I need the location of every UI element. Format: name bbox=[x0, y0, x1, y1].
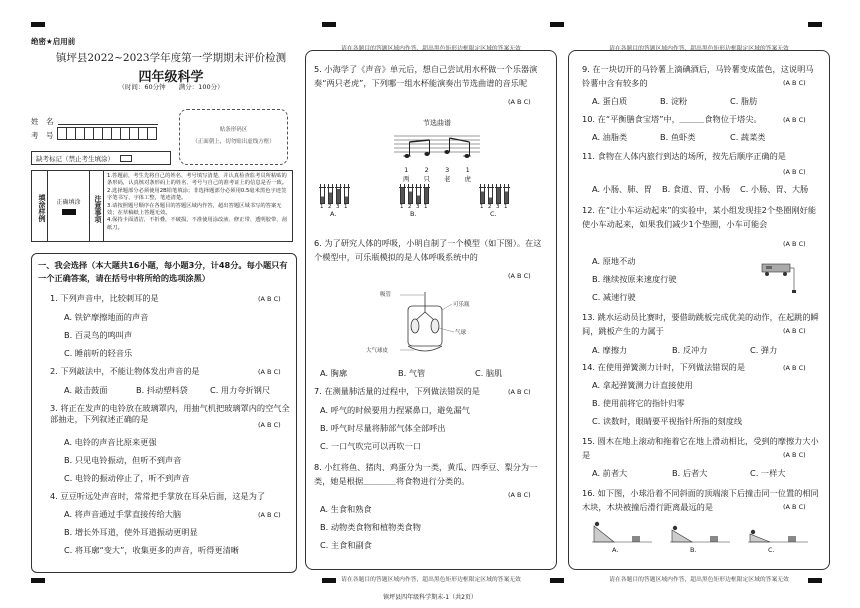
question-5: 5. 小海学了《声音》单元后，想自己尝试用水杯做一个乐器演奏“两只老虎”，下列哪一组水杯能演奏出节选曲谱的音乐呢 bbox=[314, 64, 538, 88]
option: C. 弹力 bbox=[750, 345, 778, 355]
water-glass-icon bbox=[320, 184, 325, 204]
glass-set-c: 1 2 3 1 C. bbox=[480, 184, 509, 218]
exam-meta: （时间：60分钟 满分：100分） bbox=[118, 83, 224, 91]
option: B. 百灵鸟的鸣叫声 bbox=[64, 330, 133, 340]
option: C. 脂肪 bbox=[730, 96, 758, 106]
correct-fill-example bbox=[48, 171, 90, 241]
ramp-figure-c bbox=[748, 520, 808, 554]
answer-marks[interactable]: (A B C) bbox=[783, 503, 806, 511]
answer-marks[interactable]: (A B C) bbox=[258, 511, 281, 519]
figure-label: 气球 bbox=[455, 330, 467, 336]
question-7: 7. 在测量肺活量的过程中，下列做法错误的是 bbox=[314, 386, 480, 396]
cart-experiment-figure bbox=[758, 256, 798, 296]
option: C. 电铃的振动停止了，听不到声音 bbox=[64, 473, 190, 483]
option-label: B. bbox=[410, 210, 417, 218]
option: B. 使用前将它的指针归零 bbox=[592, 398, 685, 408]
barcode-note: （正面朝上，切勿贴出虚线方框） bbox=[192, 139, 275, 145]
region-hint-bottom: 请在各题目的答题区域内作答，超出黑色矩形边框限定区域的答案无效 bbox=[341, 577, 521, 583]
answer-marks[interactable]: (A B C) bbox=[783, 116, 806, 124]
lyric-char: 只 bbox=[423, 175, 430, 183]
option: B. 气管 bbox=[398, 368, 426, 378]
question-12: 12. 在“让小车运动起来”的实验中，某小组发现挂2个垫圈刚好能使小车动起来，如果我们减少1个垫圈，小车可能会 bbox=[582, 205, 817, 229]
question-9: 9. 在一块切开的马铃薯上滴碘酒后，马铃薯变成蓝色，这说明马铃薯中含有较多的 bbox=[582, 64, 814, 88]
option: A. 胸廓 bbox=[320, 368, 348, 378]
option-label: A. bbox=[612, 546, 619, 554]
page-footer: 镇坪县四年级科学期末-1（共2页） bbox=[383, 594, 477, 601]
question-6: 6. 为了研究人体的呼吸，小明自制了一个模型（如下图）。在这个模型中，可乐瓶模拟的是人体呼吸系统中的 bbox=[314, 238, 542, 262]
option: B. 增长外耳道，使外耳道振动更明显 bbox=[64, 527, 198, 537]
registration-mark bbox=[31, 22, 45, 27]
option-label: C. bbox=[490, 210, 497, 218]
option-label: C. bbox=[768, 546, 775, 554]
note-item: 2.选择题部分必须使用2B铅笔填涂；非选择题部分必须用0.5毫米黑色字迹签字笔书写，字体工整，笔迹清楚。 bbox=[107, 187, 287, 202]
note-item: 4.保持卡面清洁，不折叠，不破损，不准使用涂改液、修正带、透明胶带、刮纸刀。 bbox=[107, 217, 287, 231]
option: C. 睡前听的轻音乐 bbox=[64, 348, 133, 358]
ramp-figure-b bbox=[670, 520, 730, 554]
option: C. 脑肌 bbox=[475, 368, 503, 378]
water-glass-icon bbox=[504, 184, 509, 204]
question-4: 4. 豆豆听远处声音时，常常把手掌放在耳朵后面，这是为了 bbox=[50, 491, 266, 501]
option: A. 蛋白质 bbox=[592, 96, 628, 106]
barcode-title: 贴条形码区 bbox=[219, 127, 248, 133]
numbered-note: 3 bbox=[445, 166, 450, 174]
option: B. 淀粉 bbox=[660, 96, 688, 106]
figure-label: 大气球皮 bbox=[366, 348, 389, 354]
subject-title: 四年级科学 bbox=[138, 70, 204, 85]
option: A. 呼气的时候要用力捏紧鼻口，避免漏气 bbox=[320, 405, 470, 415]
absent-mark bbox=[31, 151, 171, 165]
answer-marks[interactable]: (A B C) bbox=[508, 98, 531, 106]
water-glass-icon bbox=[496, 184, 501, 204]
answer-marks[interactable]: (A B C) bbox=[258, 421, 281, 429]
answer-marks[interactable]: (A B C) bbox=[783, 451, 806, 459]
question-2: 2. 下列敲法中，不能让物体发出声音的是 bbox=[50, 366, 200, 376]
option: B. 继续按原来速度行驶 bbox=[592, 274, 677, 284]
option: B. 反冲力 bbox=[672, 345, 708, 355]
region-hint-top: 请在各题目的答题区域内作答，超出黑色矩形边框限定区域的答案无效 bbox=[341, 46, 521, 52]
option: A. 生食和熟食 bbox=[320, 504, 372, 514]
option: B. 抖动塑料袋 bbox=[136, 385, 188, 395]
music-staff-figure bbox=[392, 128, 482, 164]
question-1: 1. 下列声音中，比较刺耳的是 bbox=[50, 293, 159, 303]
option-label: B. bbox=[690, 546, 697, 554]
option: B. 食道、胃、小肠 bbox=[662, 184, 731, 194]
answer-marks[interactable]: (A B C) bbox=[508, 491, 531, 499]
registration-mark bbox=[31, 578, 45, 583]
absent-label: 缺考标记（禁止考生填涂） bbox=[36, 154, 114, 163]
secret-label: 绝密★启用前 bbox=[31, 37, 76, 46]
region-hint-bottom: 请在各题目的答题区域内作答，超出黑色矩形边框限定区域的答案无效 bbox=[609, 577, 789, 583]
question-11: 11. 食物在人体内旅行到达的场所，按先后顺序正确的是 bbox=[582, 151, 786, 161]
option: A. 前者大 bbox=[592, 468, 628, 478]
option: C. 一样大 bbox=[750, 468, 786, 478]
option: C. 用力夸折钢尺 bbox=[210, 385, 271, 395]
exam-title: 镇坪县2022~2023学年度第一学期期末评价检测 bbox=[55, 52, 287, 64]
answer-marks[interactable]: (A B C) bbox=[258, 295, 281, 303]
lyric-char: 虎 bbox=[464, 175, 471, 183]
water-glass-icon bbox=[424, 184, 429, 204]
option: B. 后者大 bbox=[672, 468, 708, 478]
option: B. 呼气时尽量将肺部气体全部呼出 bbox=[320, 423, 446, 433]
question-3: 3. 将正在发声的电铃放在玻璃罩内，用抽气机把玻璃罩内的空气全部抽走，下列叙述正确的是 bbox=[50, 403, 290, 424]
name-field[interactable] bbox=[58, 124, 158, 125]
attention-label: 注意事项 bbox=[90, 171, 104, 241]
water-glass-icon bbox=[328, 184, 333, 204]
option: A. 敲击鼓面 bbox=[64, 385, 108, 395]
numbered-note: 2 bbox=[424, 166, 429, 174]
option: C. 读数时，眼睛要平视指针所指的刻度线 bbox=[592, 416, 743, 426]
option: C. 将耳廓“变大”，收集更多的声音，听得更清晰 bbox=[64, 545, 239, 555]
water-glass-icon bbox=[336, 184, 341, 204]
glass-set-a: 1 2 3 1 A. bbox=[320, 184, 349, 218]
instructions-box bbox=[31, 170, 293, 242]
region-hint-top: 请在各题目的答题区域内作答，超出黑色矩形边框限定区域的答案无效 bbox=[609, 46, 789, 52]
answer-marks[interactable]: (A B C) bbox=[783, 79, 806, 87]
question-8: 8. 小红将鱼、猪肉、鸡蛋分为一类，黄瓜、四季豆、梨分为一类，她是根据＿＿＿＿将食物进行分类的。 bbox=[314, 462, 538, 486]
answer-marks[interactable]: (A B C) bbox=[508, 388, 531, 396]
notes-list bbox=[104, 171, 292, 241]
water-glass-icon bbox=[400, 184, 405, 204]
correct-fill-label: 正确填涂 bbox=[56, 199, 81, 206]
answer-marks[interactable]: (A B C) bbox=[783, 327, 806, 335]
option-label: A. bbox=[330, 210, 337, 218]
answer-marks[interactable]: (A B C) bbox=[508, 272, 531, 280]
note-item: 3.请按照题号顺序在各题目的答题区域内作答，超出答题区域书写的答案无效；在草稿纸上答题无效。 bbox=[107, 202, 282, 217]
option: C. 小肠、胃、大肠 bbox=[740, 184, 809, 194]
absent-checkbox[interactable] bbox=[120, 155, 132, 162]
water-glass-icon bbox=[480, 184, 485, 204]
option: C. 一口气吹完可以再吹一口 bbox=[320, 441, 421, 451]
question-16: 16. 如下图，小球沿着不同斜面的顶端滚下后撞击同一位置的相同木块，木块被撞后滑行距离最远的是 bbox=[582, 488, 819, 512]
score-excerpt bbox=[392, 118, 482, 183]
option: A. 电铃的声音比原来更强 bbox=[64, 437, 157, 447]
answer-marks[interactable]: (A B C) bbox=[783, 168, 806, 176]
answer-marks[interactable]: (A B C) bbox=[258, 368, 281, 376]
water-glass-icon bbox=[344, 184, 349, 204]
question-14: 14. 在使用弹簧测力计时，下列做法错误的是 bbox=[582, 362, 746, 372]
question-10: 10. 在“平衡膳食宝塔”中，＿＿＿食物位于塔尖。 bbox=[582, 114, 762, 124]
section-title: 一、我会选择（本大题共16小题，每小题3分，计48分。每小题只有一个正确答案，请在括号中将所给的选项涂黑） bbox=[38, 260, 288, 283]
registration-mark bbox=[322, 22, 336, 27]
option: A. 将声音通过手掌直接传给大脑 bbox=[64, 509, 182, 519]
glass-set-b: 1 2 3 1 B. bbox=[400, 184, 429, 218]
lyric-char: 老 bbox=[444, 175, 451, 183]
registration-mark bbox=[550, 22, 564, 27]
figure-label: 可乐瓶 bbox=[453, 302, 470, 308]
option: B. 动物类食物和植物类食物 bbox=[320, 522, 421, 532]
option: C. 蔬菜类 bbox=[730, 132, 766, 142]
lyric-char: 两 bbox=[403, 175, 410, 183]
question-15: 15. 圆木在地上滚动和拖着它在地上滑动相比，受到的摩擦力大小是 bbox=[582, 436, 819, 460]
registration-mark bbox=[808, 22, 822, 27]
numbered-note: 1 bbox=[465, 166, 470, 174]
question-13: 13. 跳水运动员比赛时，要借助跳板完成优美的动作，在起跳的瞬间，跳板产生的力属于 bbox=[582, 312, 819, 336]
water-glass-icon bbox=[416, 184, 421, 204]
ramp-figure-a bbox=[592, 520, 652, 554]
id-label: 考 号 bbox=[31, 131, 54, 140]
answer-marks[interactable]: (A B C) bbox=[783, 240, 806, 248]
figure-label: 吸管 bbox=[380, 292, 392, 298]
option: B. 鱼虾类 bbox=[660, 132, 696, 142]
option: A. 原地不动 bbox=[592, 256, 636, 266]
option: A. 拿起弹簧测力计直接使用 bbox=[592, 380, 693, 390]
water-glass-icon bbox=[488, 184, 493, 204]
score-title: 节选曲谱 bbox=[423, 119, 451, 127]
numbered-note: 1 bbox=[404, 166, 409, 174]
option: C. 主食和副食 bbox=[320, 540, 372, 550]
barcode-area bbox=[179, 109, 288, 165]
breathing-model-figure bbox=[366, 290, 480, 362]
option: C. 减速行驶 bbox=[592, 292, 636, 302]
option: A. 油脂类 bbox=[592, 132, 628, 142]
filled-mark-icon bbox=[62, 209, 76, 215]
note-item: 1.答题前，考生先将自己的姓名、考号填写清楚，并认真检查监考员所粘贴的条形码，认真核对条形码上的姓名、考号与自己的准考证上的信息是否一致。 bbox=[107, 173, 288, 187]
answer-marks[interactable]: (A B C) bbox=[783, 364, 806, 372]
option: A. 小肠、肺、胃 bbox=[592, 184, 652, 194]
name-label: 姓 名 bbox=[31, 117, 54, 126]
fill-sample-label: 填涂样例 bbox=[32, 171, 48, 241]
water-glass-icon bbox=[408, 184, 413, 204]
id-field[interactable] bbox=[57, 127, 156, 140]
option: A. 摩擦力 bbox=[592, 345, 628, 355]
option: B. 只见电铃振动，但听不到声音 bbox=[64, 455, 182, 465]
option: A. 铁铲摩擦地面的声音 bbox=[64, 312, 149, 322]
